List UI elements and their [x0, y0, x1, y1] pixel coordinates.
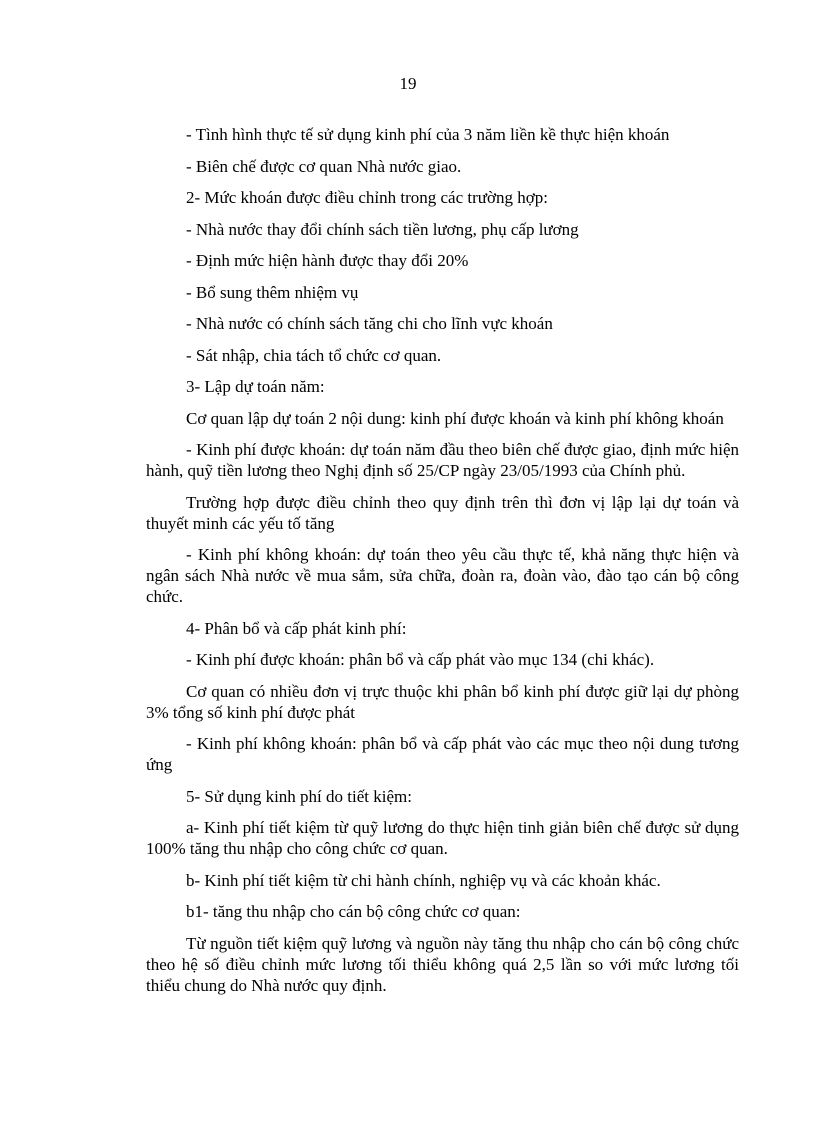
list-item-increased-spending-policy: - Nhà nước có chính sách tăng chi cho lĩnh vực khoán	[186, 314, 553, 333]
list-item-contracted-allocation: - Kinh phí được khoán: phân bổ và cấp phát vào mục 134 (chi khác).	[186, 650, 655, 669]
list-item-merger-split: - Sát nhập, chia tách tổ chức cơ quan.	[186, 345, 442, 365]
paragraph-actual-expense-usage: - Tình hình thực tế sử dụng kinh phí của 3 năm liền kề thực hiện khoán	[186, 125, 670, 144]
paragraph-assigned-staffing: - Biên chế được cơ quan Nhà nước giao.	[186, 156, 462, 176]
heading-annual-estimate: 3- Lập dự toán năm:	[186, 377, 325, 396]
document-body	[146, 124, 739, 1006]
list-item-salary-policy-change: - Nhà nước thay đổi chính sách tiền lương, phụ cấp lương	[186, 219, 579, 239]
heading-income-increase: b1- tăng thu nhập cho cán bộ công chức cơ quan:	[186, 902, 521, 921]
paragraph-estimate-contents: Cơ quan lập dự toán 2 nội dung: kinh phí được khoán và kinh phí không khoán	[186, 408, 724, 428]
heading-allocation-disbursement: 4- Phân bổ và cấp phát kinh phí:	[186, 618, 407, 638]
heading-savings-usage: 5- Sử dụng kinh phí do tiết kiệm:	[186, 786, 412, 806]
paragraph-non-contracted-allocation: - Kinh phí không khoán: phân bổ và cấp phát vào các mục theo nội dung tương ứng	[146, 734, 739, 774]
paragraph-contracted-funds: - Kinh phí được khoán: dự toán năm đầu theo biên chế được giao, định mức hiện hành, quỹ tiền lương theo Nghị định số 25/CP ngày 23/05/1993 của Chính phủ.	[146, 440, 739, 480]
page-number: 19	[399, 74, 417, 93]
paragraph-reserve-retention: Cơ quan có nhiều đơn vị trực thuộc khi phân bổ kinh phí được giữ lại dự phòng 3% tổng số kinh phí được phát	[146, 681, 739, 722]
paragraph-non-contracted-funds: - Kinh phí không khoán: dự toán theo yêu cầu thực tế, khả năng thực hiện và ngân sách Nhà nước về mua sắm, sửa chữa, đoàn ra, đoàn vào, đào tạo cán bộ công chức.	[146, 545, 739, 606]
paragraph-administrative-savings: b- Kinh phí tiết kiệm từ chi hành chính, nghiệp vụ và các khoản khác.	[186, 870, 661, 890]
heading-adjustment-cases: 2- Mức khoán được điều chỉnh trong các trường hợp:	[186, 188, 548, 207]
paragraph-income-increase-limit: Từ nguồn tiết kiệm quỹ lương và nguồn này tăng thu nhập cho cán bộ công chức theo hệ số điều chỉnh mức lương tối thiểu không quá 2,5 lần so với mức lương tối thiểu chung do Nhà nước quy định.	[146, 933, 739, 995]
paragraph-salary-fund-savings: a- Kinh phí tiết kiệm từ quỹ lương do thực hiện tinh giản biên chế được sử dụng 100% tăng thu nhập cho công chức cơ quan.	[146, 818, 739, 858]
list-item-norm-change: - Định mức hiện hành được thay đổi 20%	[186, 251, 469, 270]
list-item-additional-tasks: - Bổ sung thêm nhiệm vụ	[186, 282, 359, 302]
paragraph-adjusted-case: Trường hợp được điều chỉnh theo quy định trên thì đơn vị lập lại dự toán và thuyết minh các yếu tố tăng	[146, 492, 739, 533]
